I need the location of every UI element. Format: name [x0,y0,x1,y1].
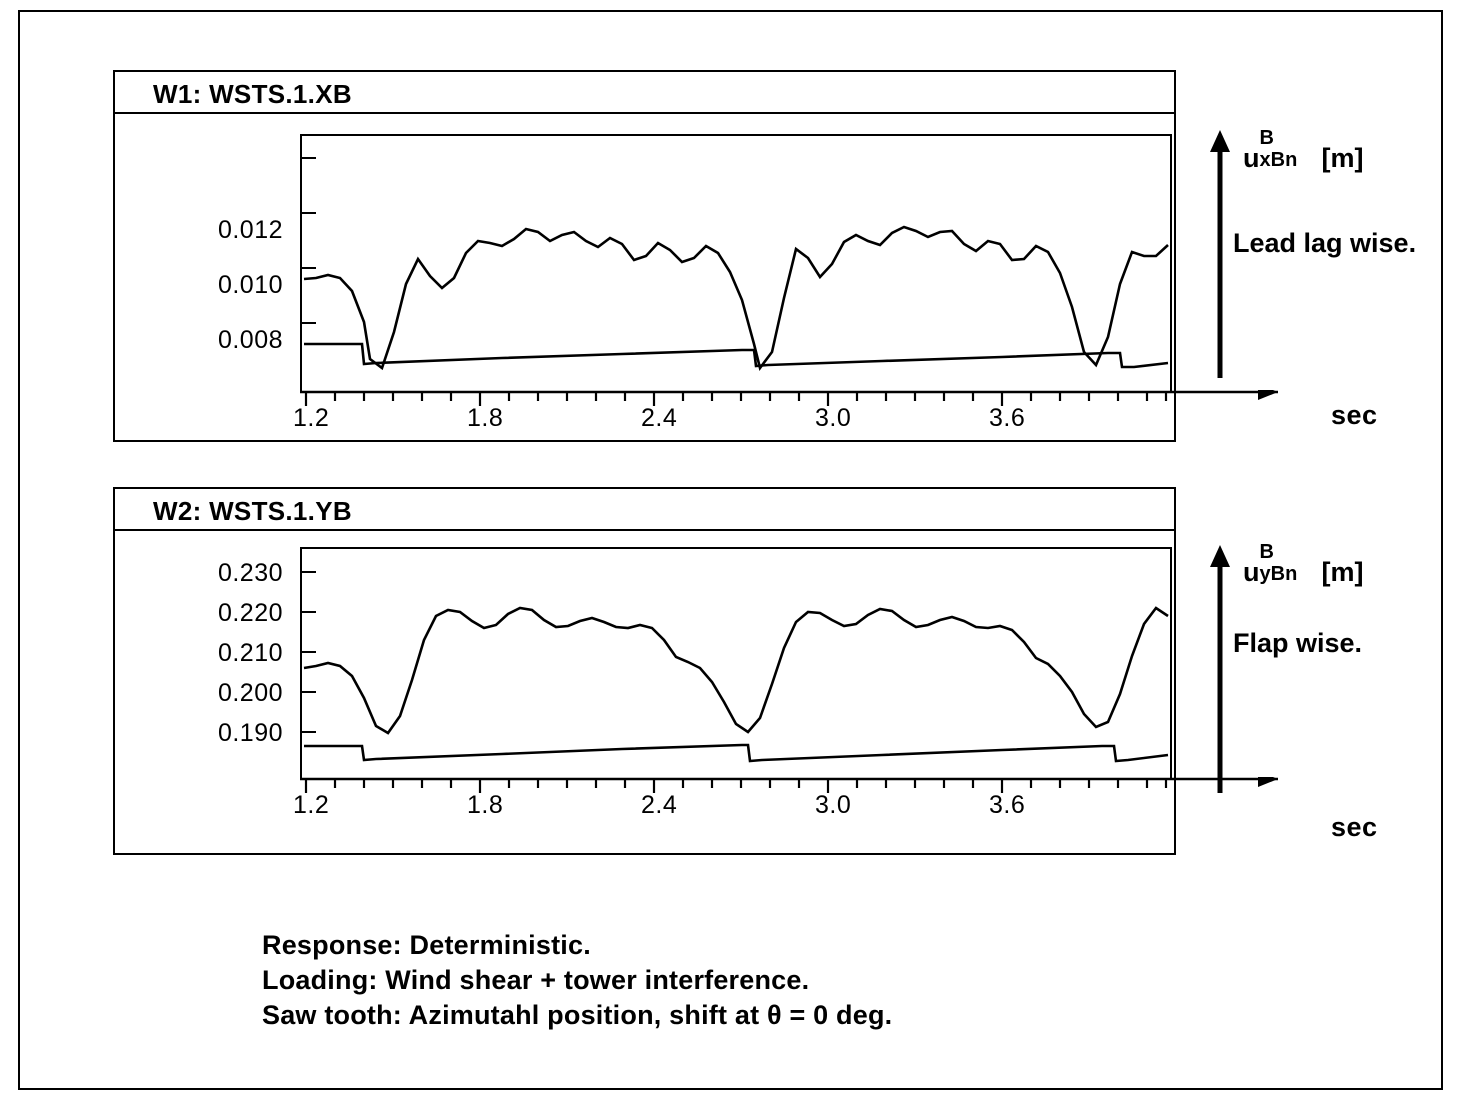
plot-curves-w1 [302,136,1170,392]
plot-area-w1 [300,134,1172,392]
y-tick-label: 0.008 [217,326,283,354]
x-axis-unit-w2: sec [1331,812,1378,842]
x-axis-unit-w1: sec [1331,400,1378,430]
symbol-subscript: xBn [1259,149,1298,171]
panel-title-w2: W2: WSTS.1.YB [115,489,1174,531]
y-axis-symbol-w1 [1243,127,1364,174]
symbol-main: u [1243,143,1260,173]
y-axis-labels-w2 [163,547,283,779]
symbol-main: u [1243,557,1260,587]
x-tick-label: 1.2 [293,791,330,819]
y-tick-label: 0.200 [217,679,283,707]
y-axis-labels-w1 [163,134,283,392]
y-tick-label: 0.220 [217,599,283,627]
x-tick-label: 3.0 [815,791,852,819]
y-tick-label: 0.012 [217,216,283,244]
panel-title-w1: W1: WSTS.1.XB [115,72,1174,114]
symbol-subscript: yBn [1259,563,1298,585]
x-tick-label: 3.0 [815,404,852,432]
y-axis-arrow-w2 [1206,545,1236,795]
y-tick-label: 0.210 [217,639,283,667]
caption-line: Saw tooth: Azimutahl position, shift at θ = 0 deg. [262,1000,893,1030]
figure-caption [262,928,892,1033]
y-tick-label: 0.190 [217,719,283,747]
x-axis-w1 [300,390,1280,420]
caption-line: Response: Deterministic. [262,930,591,960]
plot-area-w2 [300,547,1172,779]
plot-panel-w2 [113,487,1176,855]
x-tick-label: 2.4 [641,404,678,432]
plot-curves-w2 [302,549,1170,779]
caption-line: Loading: Wind shear + tower interference. [262,965,810,995]
x-tick-label: 1.8 [467,791,504,819]
x-tick-label: 3.6 [989,404,1026,432]
x-tick-label: 3.6 [989,791,1026,819]
unit-label: [m] [1321,143,1364,173]
y-tick-label: 0.230 [217,559,283,587]
plot-panel-w1 [113,70,1176,442]
x-axis-w2 [300,777,1280,807]
panel-description-w1: Lead lag wise. [1233,228,1417,258]
x-tick-label: 2.4 [641,791,678,819]
symbol-superscript: B [1259,541,1274,563]
x-tick-label: 1.8 [467,404,504,432]
symbol-superscript: B [1259,127,1274,149]
y-tick-label: 0.010 [217,271,283,299]
y-axis-symbol-w2 [1243,541,1364,588]
x-tick-label: 1.2 [293,404,330,432]
y-axis-arrow-w1 [1206,130,1236,380]
panel-description-w2: Flap wise. [1233,628,1363,658]
unit-label: [m] [1321,557,1364,587]
